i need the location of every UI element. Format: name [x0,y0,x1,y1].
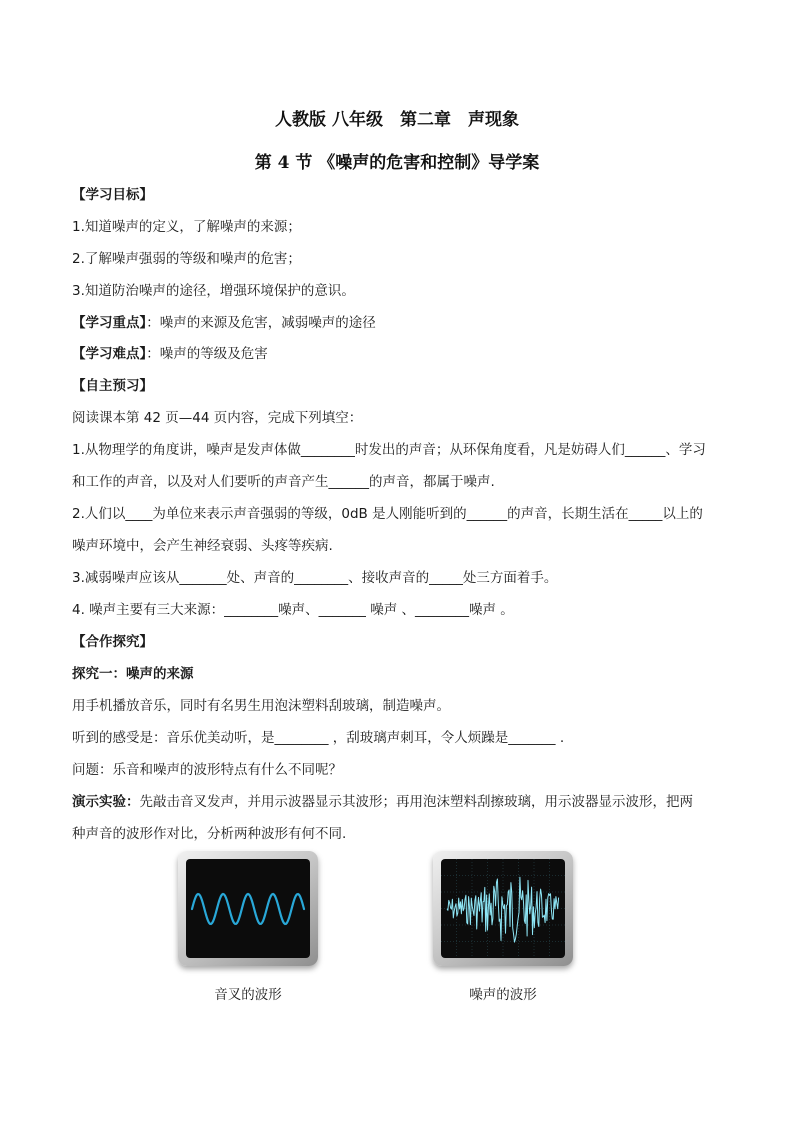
objective-item: 1.知道噪声的定义，了解噪声的来源； [72,219,301,235]
oscilloscope-screen [441,859,565,958]
difficulty-line [72,344,722,364]
objective-item: 2.了解噪声强弱的等级和噪声的危害； [72,251,301,267]
key-point-text: ：噪声的来源及危害，减弱噪声的途径 [146,315,376,331]
oscilloscope-sine-figure [178,851,318,966]
cooperate-heading: 【合作探究】 [72,634,153,650]
fill-blank-line: 噪声环境中，会产生神经衰弱、头疼等疾病. [72,538,333,554]
figure-caption: 音叉的波形 [214,987,282,1003]
question-line: 问题：乐音和噪声的波形特点有什么不同呢？ [72,762,342,778]
demo-line-continued: 种声音的波形作对比，分析两种波形有何不同. [72,826,347,842]
fill-blank-line: 2.人们以____为单位来表示声音强弱的等级，0dB 是人刚能听到的______的声音，长期生活在_____以上的 [72,506,703,522]
page-subtitle: 第 4 节 《噪声的危害和控制》导学案 [254,153,540,173]
demo-text: 先敲击音叉发声，并用示波器显示其波形；再用泡沫塑料刮擦玻璃，用示波器显示波形，把两 [139,794,693,810]
fill-blank-line: 和工作的声音，以及对人们要听的声音产生______的声音，都属于噪声. [72,474,495,490]
explore-line: 用手机播放音乐，同时有名男生用泡沫塑料刮玻璃，制造噪声。 [72,698,450,714]
noise-wave-icon [441,859,565,958]
fill-blank-line: 4. 噪声主要有三大来源：________噪声、_______ 噪声 、________噪声 。 [72,602,514,618]
fill-blank-line: 1.从物理学的角度讲，噪声是发声体做________时发出的声音；从环保角度看，凡是妨碍人们______、学习 [72,442,706,458]
preview-heading: 【自主预习】 [72,378,153,394]
figure-caption: 噪声的波形 [469,987,537,1003]
difficulty-label: 【学习难点】 [72,346,147,362]
oscilloscope-screen [186,859,310,958]
fill-blank-line: 3.减弱噪声应该从_______处、声音的________、接收声音的_____处三方面着手。 [72,570,558,586]
objective-item: 3.知道防治噪声的途径，增强环境保护的意识。 [72,283,355,299]
demo-line [72,792,722,812]
difficulty-text: ：噪声的等级及危害 [146,346,268,362]
demo-label: 演示实验： [72,794,140,810]
objectives-heading: 【学习目标】 [72,187,153,203]
explore-title: 探究一：噪声的来源 [72,666,194,682]
page-title: 人教版 八年级 第二章 声现象 [275,110,519,130]
preview-intro: 阅读课本第 42 页—44 页内容，完成下列填空： [72,410,363,426]
key-point-line [72,313,722,333]
key-point-label: 【学习重点】 [72,315,147,331]
sine-wave-icon [186,859,310,958]
explore-line: 听到的感受是：音乐优美动听，是________ ，刮玻璃声刺耳，令人烦躁是_______ . [72,730,565,746]
oscilloscope-noise-figure [433,851,573,966]
